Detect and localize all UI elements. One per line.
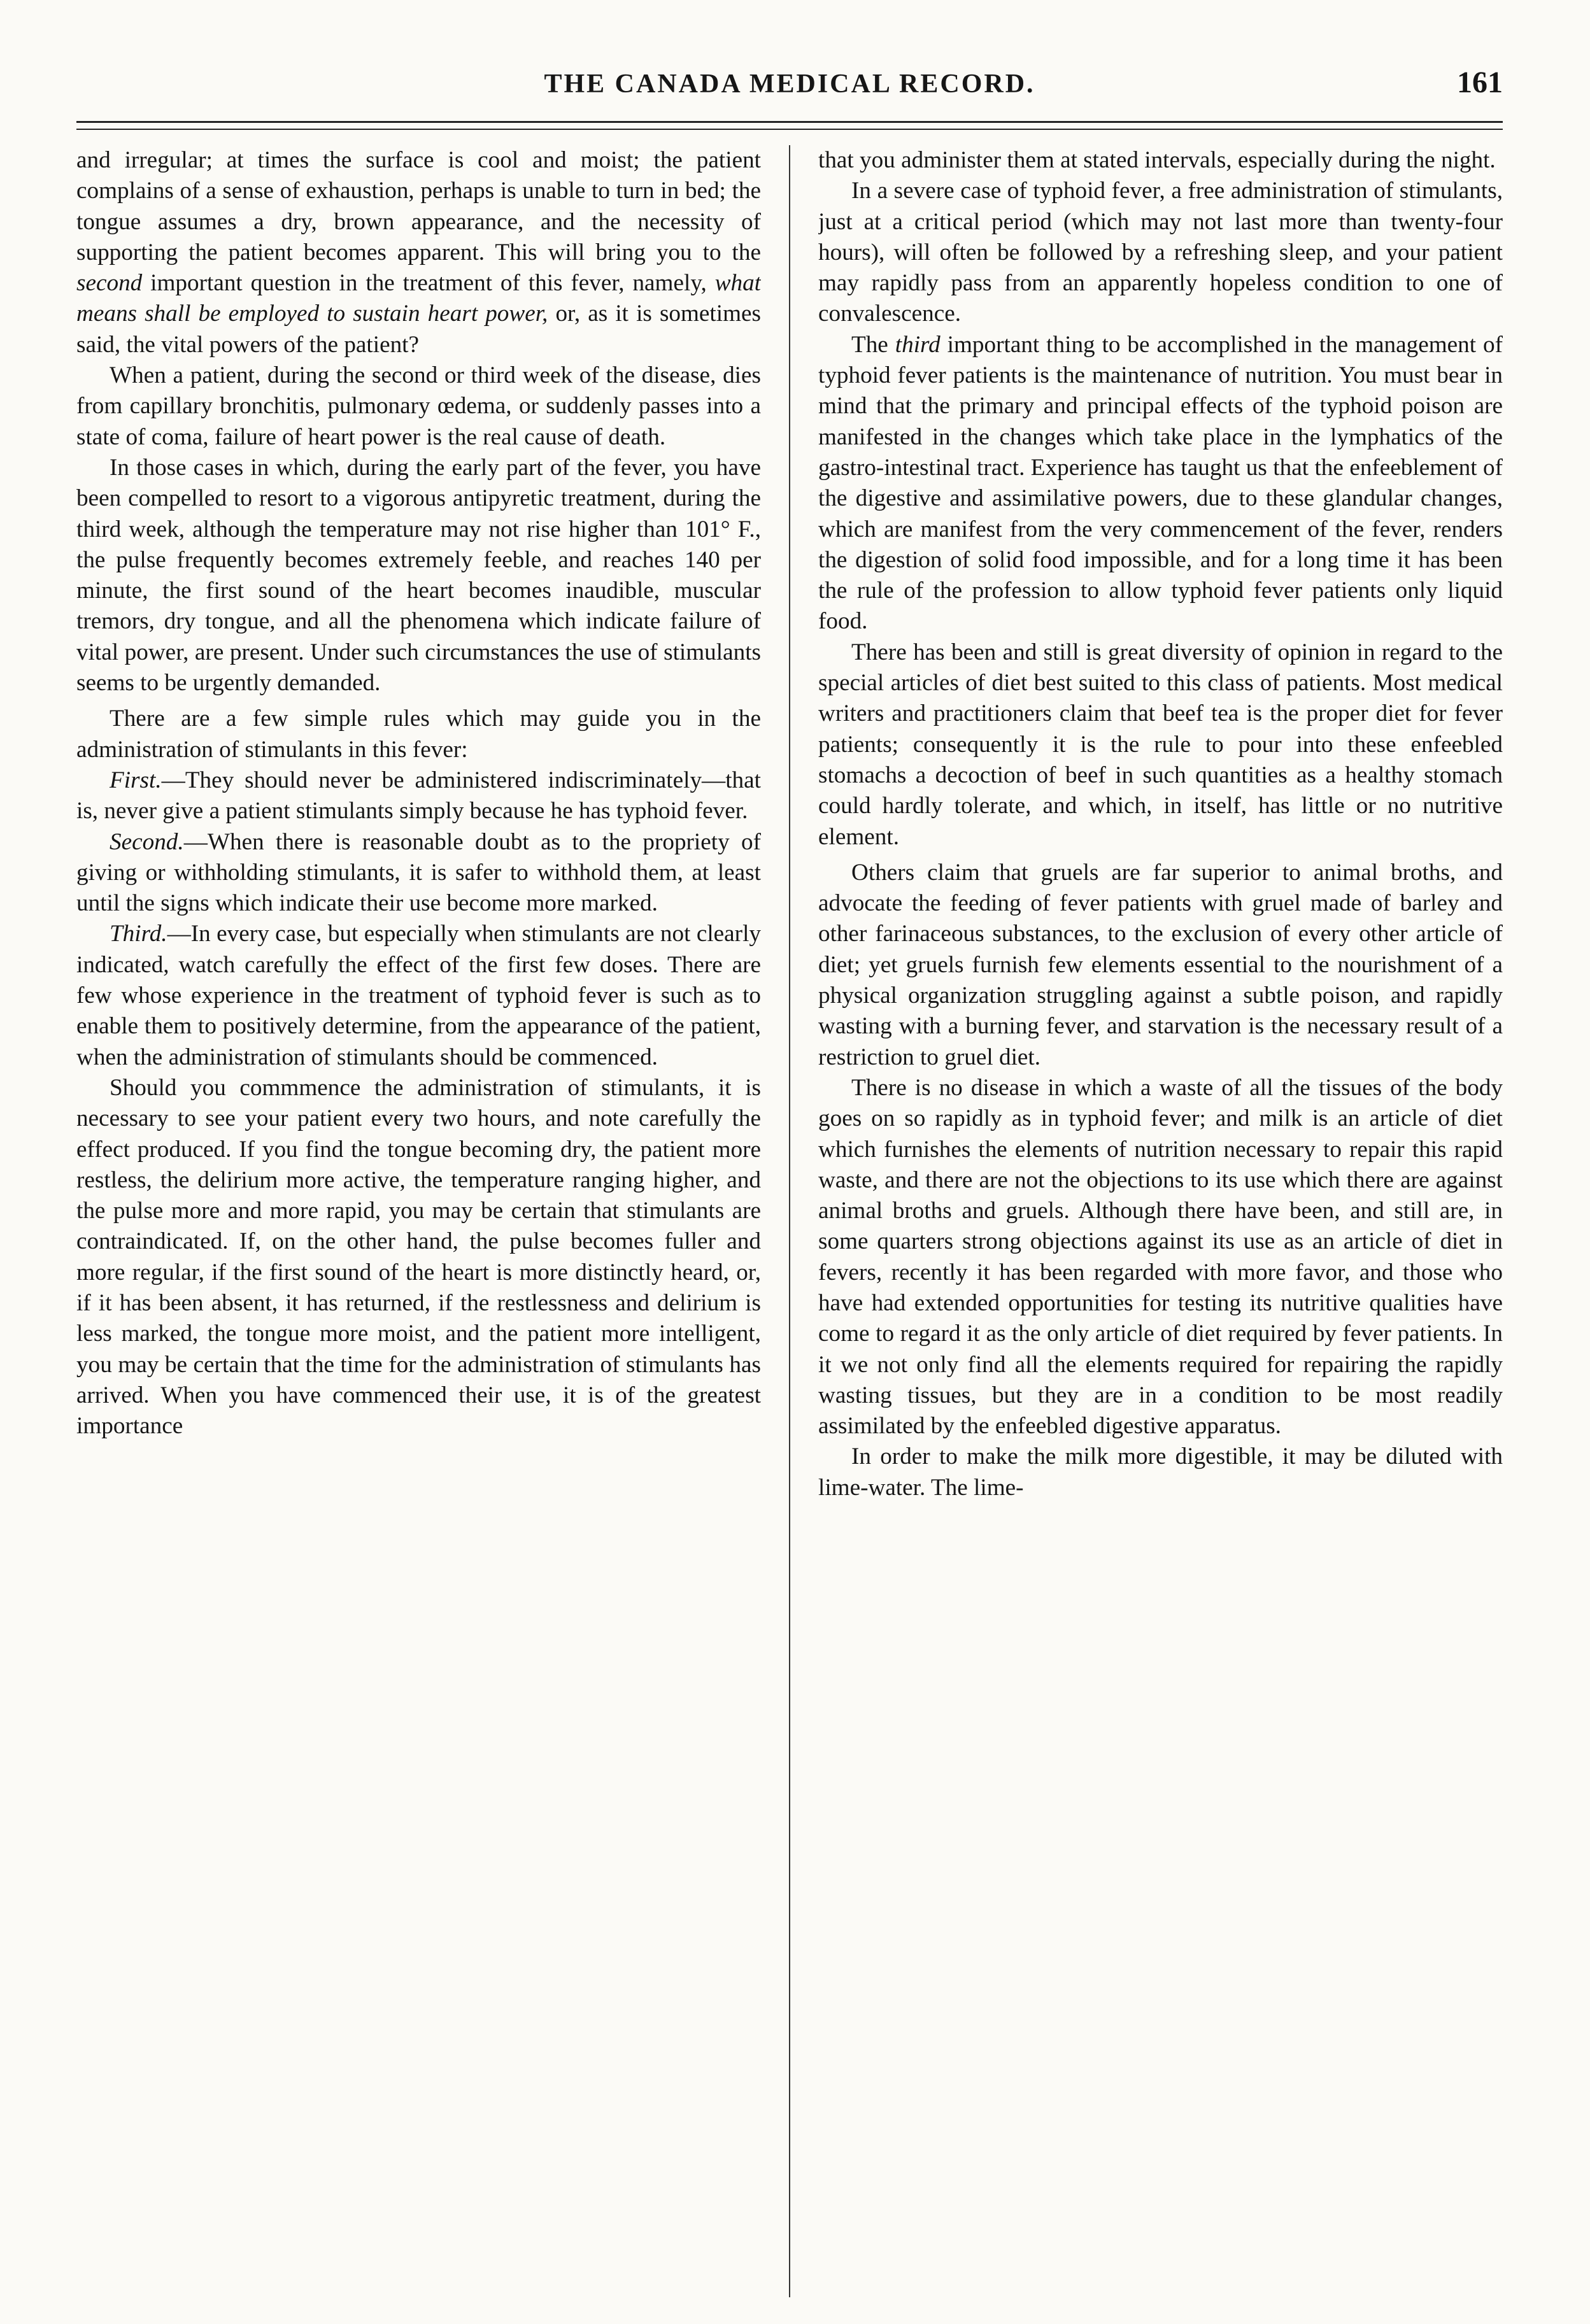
right-column: [818, 145, 1503, 2297]
journal-title: THE CANADA MEDICAL RECORD.: [544, 69, 1035, 99]
paragraph: There are a few simple rules which may guide you in the administration of stimulants in this fever:: [76, 705, 761, 763]
paragraph: When a patient, during the second or third week of the disease, dies from capillary bronchitis, pulmonary œdema, or suddenly passes into a state of coma, failure of heart power is the real cause of death.: [76, 362, 761, 450]
page-number: 161: [1457, 66, 1503, 99]
paragraph: There is no disease in which a waste of all the tissues of the body goes on so rapidly as in typhoid fever; and milk is an article of diet which furnishes the elements of nutrition necessary to repair this rapid waste, and there are not the objections to its use which there are against animal broths and gruels. Although there have been, and still are, in some quarters strong objections against its use as an article of diet in fevers, recently it has been regarded with more favor, and those who have had extended opportunities for testing its nutritive qualities have come to regard it as the only article of diet required by fever patients. In it we not only find all the elements required for repairing the rapidly wasting tissues, but they are in a condition to be most readily assimilated by the enfeebled digestive apparatus.: [818, 1074, 1503, 1440]
running-head: [76, 38, 1503, 108]
left-column: [76, 145, 761, 2297]
rule-paragraph: Second.—When there is reasonable doubt as to the propriety of giving or withholding stimulants, it is safer to withhold them, at least until the signs which indicate their use become more marked.: [76, 828, 761, 917]
text-columns: [76, 145, 1503, 2297]
journal-page: [76, 38, 1503, 2305]
paragraph: The third important thing to be accomplished in the management of typhoid fever patients is the maintenance of nutrition. You must bear in mind that the primary and principal effects of the typhoid poison are manifested in the changes which take place in the lymphatics of the gastro-intestinal tract. Experience has taught us that the enfeeblement of the digestive and assimilative powers, due to these glandular changes, which are manifest from the very commencement of the fever, renders the digestion of solid food impossible, and for a long time it has been the rule of the profession to allow typhoid fever patients only liquid food.: [818, 331, 1503, 635]
paragraph: that you administer them at stated intervals, especially during the night.: [818, 147, 1496, 173]
rule-paragraph: First.—They should never be administered indiscriminately—that is, never give a patient stimulants simply because he has typhoid fever.: [76, 767, 761, 825]
paragraph: In a severe case of typhoid fever, a free administration of stimulants, just at a critical period (which may not last more than twenty-four hours), will often be followed by a refreshing sleep, and your patient may rapidly pass from an apparently hopeless condition to one of convalescence.: [818, 178, 1503, 327]
header-rule-bottom: [76, 129, 1503, 130]
column-divider: [789, 145, 790, 2297]
paragraph: Others claim that gruels are far superior to animal broths, and advocate the feeding of fever patients with gruel made of barley and other farinaceous substances, to the exclusion of every other article of diet; yet gruels furnish few elements essential to the nourishment of a physical organization struggling against a subtle poison, and rapidly wasting with a burning fever, and starvation is the necessary result of a restriction to gruel diet.: [818, 859, 1503, 1070]
paragraph: and irregular; at times the surface is cool and moist; the patient complains of a sense of exhaustion, perhaps is unable to turn in bed; the tongue assumes a dry, brown appearance, and the necessity of supporting the patient becomes apparent. This will bring you to the second important question in the treatment of this fever, namely, what means shall be employed to sustain heart power, or, as it is sometimes said, the vital powers of the patient?: [76, 147, 761, 358]
rule-label: First.: [110, 767, 162, 793]
paragraph: Should you commmence the administration of stimulants, it is necessary to see your patient every two hours, and note carefully the effect produced. If you find the tongue becoming dry, the patient more restless, the delirium more active, the temperature ranging higher, and the pulse more and more rapid, you may be certain that stimulants are contraindicated. If, on the other hand, the pulse becomes fuller and more regular, if the first sound of the heart is more distinctly heard, or, if it has been absent, it has returned, if the restlessness and delirium is less marked, the tongue more moist, and the patient more intelligent, you may be certain that the time for the administration of stimulants has arrived. When you have commenced their use, it is of the greatest importance: [76, 1074, 761, 1440]
rule-paragraph: Third.—In every case, but especially when stimulants are not clearly indicated, watch carefully the effect of the first few doses. There are few whose experience in the treatment of typhoid fever is such as to enable them to positively determine, from the appearance of the patient, when the administration of stimulants should be commenced.: [76, 921, 761, 1070]
rule-label: Second.: [110, 828, 184, 855]
paragraph: In order to make the milk more digestible, it may be diluted with lime-water. The lime-: [818, 1443, 1503, 1501]
paragraph: There has been and still is great diversity of opinion in regard to the special articles of diet best suited to this class of patients. Most medical writers and practitioners claim that beef tea is the proper diet for fever patients; consequently it is the rule to pour into these enfeebled stomachs a decoction of beef in such quantities as a healthy stomach could hardly tolerate, and which, in itself, has little or no nutritive element.: [818, 639, 1503, 850]
paragraph: In those cases in which, during the early part of the fever, you have been compelled to resort to a vigorous antipyretic treatment, during the third week, although the temperature may not rise higher than 101° F., the pulse frequently becomes extremely feeble, and reaches 140 per minute, the first sound of the heart becomes inaudible, muscular tremors, dry tongue, and all the phenomena which indicate failure of vital power, are present. Under such circumstances the use of stimulants seems to be urgently demanded.: [76, 454, 761, 697]
rule-label: Third.: [110, 921, 167, 947]
emphasis: third: [895, 331, 941, 358]
header-rule-top: [76, 121, 1503, 123]
emphasis: what means shall be employed to sustain heart power,: [76, 270, 761, 327]
emphasis: second: [76, 270, 143, 297]
